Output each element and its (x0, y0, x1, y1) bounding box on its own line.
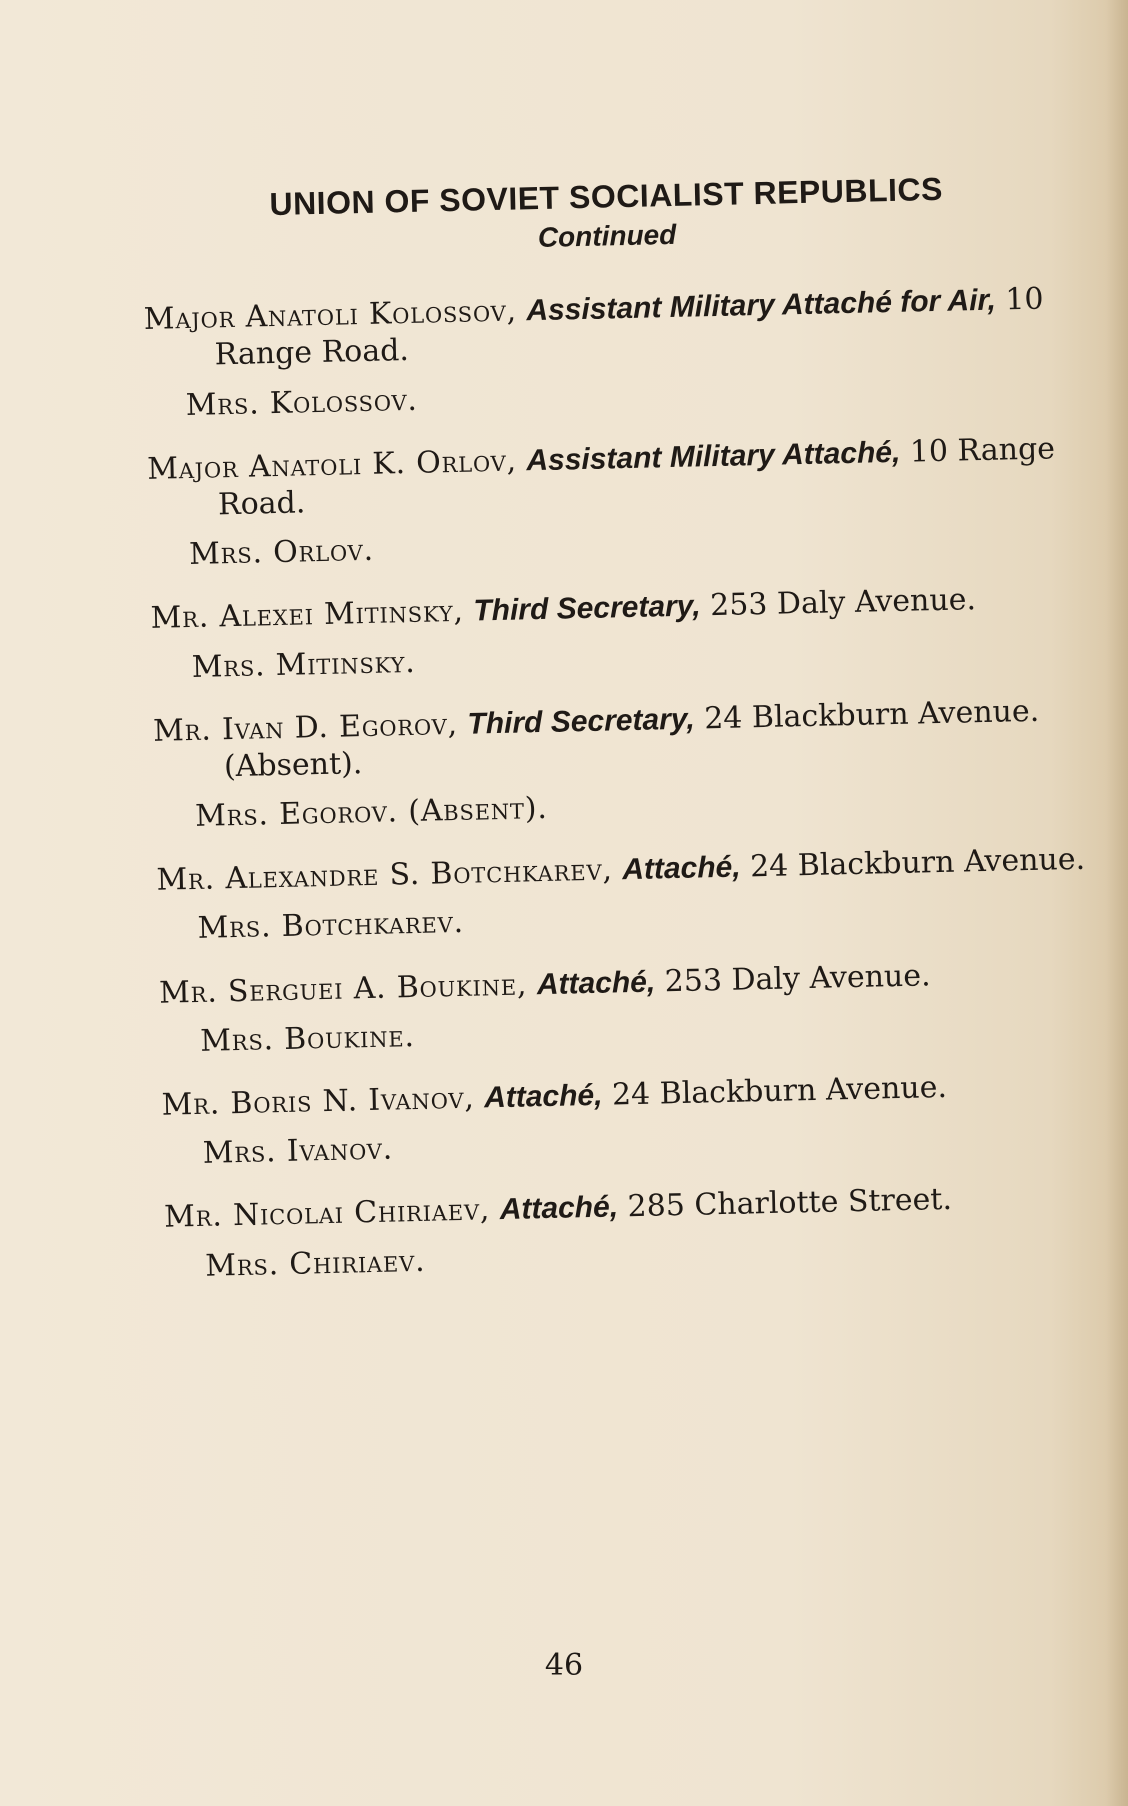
diplomat-entry (156, 841, 1088, 948)
spouse-name: Mrs. Kolossov. (185, 382, 419, 423)
diplomat-address: 253 Daly Avenue. (654, 957, 931, 1000)
diplomat-address: 24 Blackburn Avenue. (602, 1069, 948, 1113)
spouse-name: Mrs. Chiriaev. (204, 1243, 426, 1284)
page-title: UNION OF SOVIET SOCIALIST REPUBLICS (269, 170, 944, 223)
diplomat-line (161, 1066, 1092, 1124)
diplomat-line (153, 691, 1084, 786)
diplomat-name: Mr. Boris N. Ivanov, (161, 1080, 475, 1123)
diplomat-address: 24 Blackburn Avenue. (740, 841, 1086, 885)
diplomat-role: Assistant Military Attaché, (526, 435, 901, 478)
diplomat-address: 285 Charlotte Street. (617, 1182, 953, 1225)
diplomat-address: 10 Range Road. (214, 281, 1044, 373)
diplomat-role: Attaché, (621, 850, 741, 887)
spouse-name: Mrs. Botchkarev. (197, 905, 465, 947)
page-spine-shadow (1106, 0, 1128, 1806)
diplomat-line (143, 280, 1074, 375)
diplomat-name: Major Anatoli Kolossov, (143, 293, 518, 338)
page-number: 46 (544, 1648, 584, 1683)
page-content (140, 129, 1096, 1312)
diplomat-role: Assistant Military Attaché for Air, (526, 283, 997, 328)
spouse-name: Mrs. Orlov. (188, 532, 375, 573)
diplomat-role: Third Secretary, (467, 702, 696, 741)
page-subtitle: Continued (537, 219, 677, 254)
spouse-name: Mrs. Mitinsky. (191, 644, 416, 685)
diplomat-role: Attaché, (483, 1078, 603, 1115)
diplomat-entry (143, 280, 1076, 425)
diplomat-line (164, 1178, 1095, 1236)
diplomat-entry (153, 691, 1086, 836)
diplomat-role: Attaché, (499, 1190, 619, 1227)
diplomat-entry (159, 953, 1091, 1060)
diplomat-address: 24 Blackburn Avenue. (Absent). (223, 693, 1040, 785)
diplomat-name: Mr. Serguei A. Boukine, (158, 967, 528, 1011)
diplomat-entry (161, 1066, 1093, 1173)
spouse-name: Mrs. Egorov. (Absent). (194, 790, 548, 834)
diplomat-entry (150, 579, 1082, 686)
diplomat-name: Mr. Nicolai Chiriaev, (163, 1192, 491, 1236)
spouse-name: Mrs. Ivanov. (202, 1131, 394, 1172)
diplomat-name: Mr. Ivan D. Egorov, (152, 706, 459, 749)
diplomat-line (156, 841, 1087, 899)
spouse-name: Mrs. Boukine. (199, 1018, 416, 1059)
diplomat-role: Attaché, (536, 965, 656, 1001)
diplomat-name: Mr. Alexei Mitinsky, (150, 594, 465, 637)
diplomat-line (147, 430, 1078, 525)
diplomat-address: 10 Range Road. (217, 431, 1056, 523)
diplomat-line (150, 579, 1081, 637)
diplomat-address: 253 Daly Avenue. (700, 582, 977, 624)
diplomat-line (159, 953, 1090, 1011)
diplomat-role: Third Secretary, (472, 589, 702, 628)
diplomat-entry (147, 430, 1080, 575)
diplomat-name: Mr. Alexandre S. Botchkarev, (156, 852, 614, 899)
diplomat-name: Major Anatoli K. Orlov, (146, 443, 518, 487)
diplomat-entry (164, 1178, 1096, 1285)
